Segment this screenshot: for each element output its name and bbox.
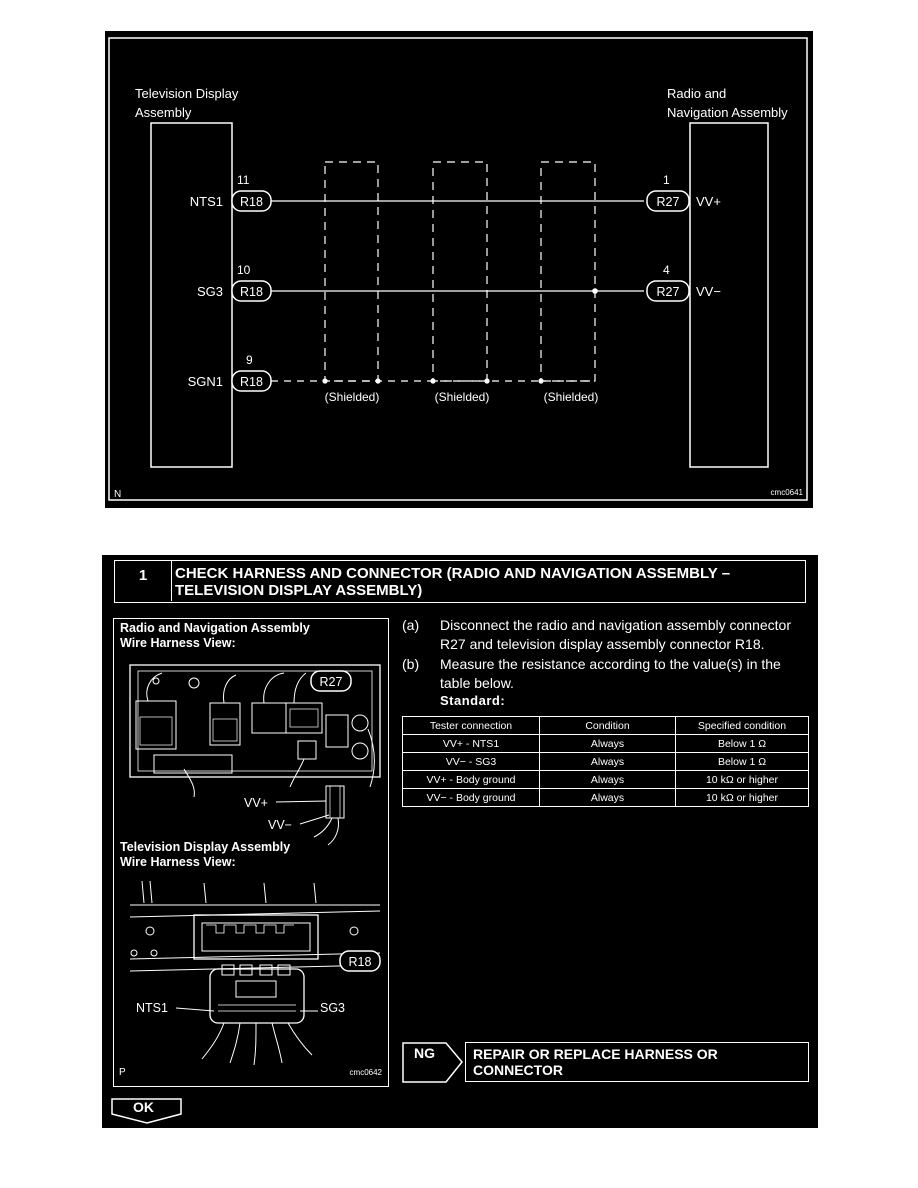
ng-action-line-2: CONNECTOR	[473, 1062, 563, 1078]
table-row	[403, 789, 809, 807]
left-component-label-1: Television Display	[135, 86, 239, 101]
shield-label: (Shielded)	[434, 390, 490, 404]
shield-box-2	[433, 162, 487, 381]
connector-label: R27	[656, 285, 680, 299]
pin-number: 11	[237, 173, 250, 187]
table-header: Specified condition	[676, 717, 809, 735]
harness-bottom-title-1: Television Display Assembly	[120, 840, 291, 854]
shield-dot-1a	[322, 378, 327, 383]
table-row	[403, 735, 809, 753]
harness-bottom-title-2: Wire Harness View:	[120, 855, 236, 869]
harness-top-connector-label: R27	[319, 675, 343, 689]
table-cell: VV+ - NTS1	[403, 735, 540, 753]
ng-action-line-1: REPAIR OR REPLACE HARNESS OR	[473, 1046, 718, 1062]
harness-pin-label-vv-minus: VV−	[268, 818, 292, 832]
instruction-b-line-2: table below.	[440, 675, 514, 691]
connector-label: R18	[240, 285, 263, 299]
table-header: Condition	[540, 717, 676, 735]
wiring-diagram	[105, 31, 813, 508]
standard-label: Standard:	[440, 693, 506, 708]
harness-corner-letter: P	[119, 1067, 126, 1078]
table-cell: 10 kΩ or higher	[676, 789, 809, 807]
table-cell: 10 kΩ or higher	[676, 771, 809, 789]
instruction-marker-b: (b)	[402, 656, 420, 672]
pin-number: 10	[237, 263, 251, 277]
shield-box-3	[541, 162, 595, 381]
ng-badge	[402, 1042, 462, 1082]
signal-name: SGN1	[187, 374, 223, 389]
harness-view-figure	[113, 618, 389, 1087]
connector-label: R18	[240, 195, 263, 209]
shield-dot-3a	[538, 378, 543, 383]
table-cell: VV− - Body ground	[403, 789, 540, 807]
step-header	[114, 560, 806, 603]
pin-number: 9	[246, 353, 253, 367]
signal-name: SG3	[196, 284, 223, 299]
instruction-a-line-1: Disconnect the radio and navigation assembly connector	[440, 617, 791, 633]
shield-label: (Shielded)	[324, 390, 380, 404]
connector-label: R27	[656, 195, 680, 209]
table-cell: Always	[540, 789, 676, 807]
shield-box-1	[325, 162, 378, 381]
step-title-line-1: CHECK HARNESS AND CONNECTOR (RADIO AND NAVIGATION ASSEMBLY –	[175, 565, 731, 582]
spec-table	[402, 716, 809, 807]
table-cell: Always	[540, 735, 676, 753]
harness-pin-label-sg3: SG3	[320, 1001, 346, 1015]
right-component-label-1: Radio and	[667, 86, 727, 101]
table-row	[403, 771, 809, 789]
table-cell: Below 1 Ω	[676, 735, 809, 753]
table-header-row	[403, 717, 809, 735]
left-component-label-2: Assembly	[135, 105, 192, 120]
right-component-label-2: Navigation Assembly	[667, 105, 788, 120]
step-title-line-2: TELEVISION DISPLAY ASSEMBLY)	[175, 582, 423, 599]
ok-badge	[111, 1098, 183, 1124]
step-panel	[102, 555, 818, 1128]
shield-label: (Shielded)	[543, 390, 599, 404]
harness-pin-label-vv-plus: VV+	[244, 796, 268, 810]
connector-label: R18	[240, 375, 263, 389]
shield-junction-dot	[592, 288, 598, 294]
instruction-a-line-2: R27 and television display assembly connector R18.	[440, 636, 765, 652]
signal-name: VV−	[696, 284, 721, 299]
table-cell: Always	[540, 753, 676, 771]
harness-figure-code: cmc0642	[349, 1068, 382, 1077]
instruction-marker-a: (a)	[402, 617, 420, 633]
harness-top-title-1: Radio and Navigation Assembly	[120, 621, 310, 635]
pin-number: 4	[663, 263, 670, 277]
ok-label: OK	[133, 1099, 154, 1115]
harness-top-title-2: Wire Harness View:	[120, 636, 236, 650]
table-header: Tester connection	[403, 717, 540, 735]
table-cell: Always	[540, 771, 676, 789]
diagram-corner-letter: N	[114, 489, 122, 500]
ng-label: NG	[414, 1045, 435, 1061]
signal-name: VV+	[696, 194, 721, 209]
wiring-diagram-panel	[105, 31, 813, 508]
ng-action-box	[465, 1042, 809, 1082]
table-cell: VV− - SG3	[403, 753, 540, 771]
table-cell: Below 1 Ω	[676, 753, 809, 771]
table-cell: VV+ - Body ground	[403, 771, 540, 789]
harness-pin-label-nts1: NTS1	[136, 1001, 168, 1015]
signal-name: NTS1	[189, 194, 223, 209]
step-number: 1	[115, 561, 172, 601]
table-row	[403, 753, 809, 771]
shield-dot-2b	[484, 378, 489, 383]
shield-dot-1b	[375, 378, 380, 383]
pin-number: 1	[663, 173, 670, 187]
harness-bottom-connector-label: R18	[348, 955, 372, 969]
diagram-figure-code: cmc0641	[770, 488, 803, 497]
instruction-b-line-1: Measure the resistance according to the value(s) in the	[440, 656, 781, 672]
shield-dot-2a	[430, 378, 435, 383]
